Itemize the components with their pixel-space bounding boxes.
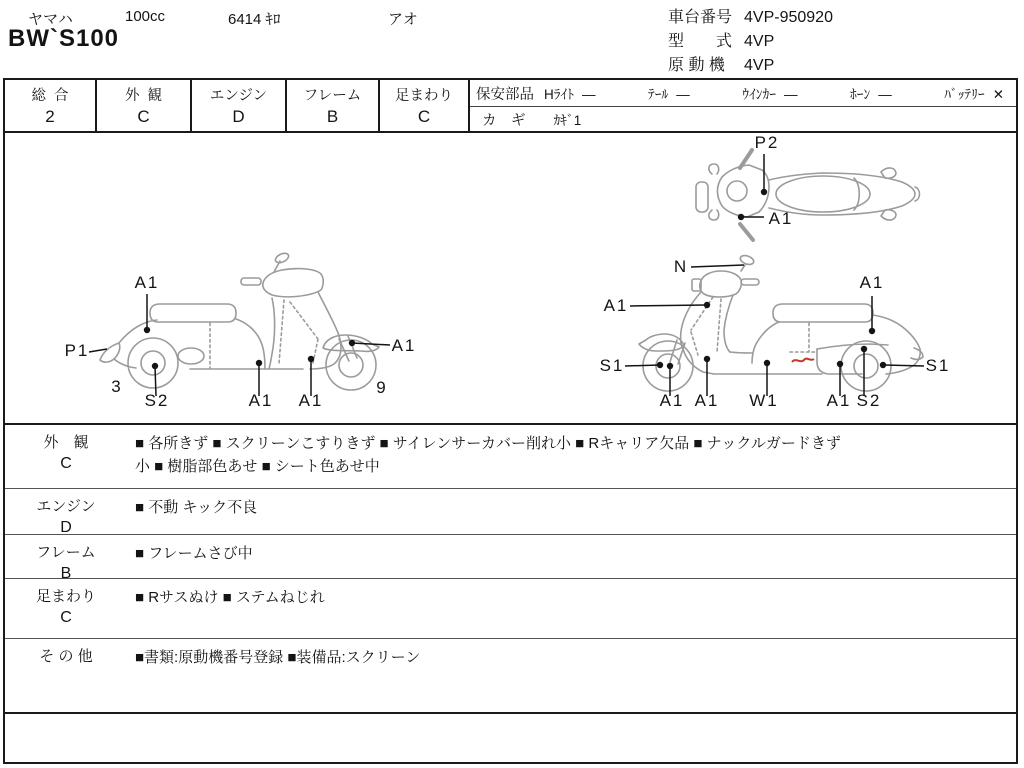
note-line: ■書類:原動機番号登録 ■装備品:スクリーン bbox=[135, 649, 421, 666]
section-exterior-label: 外 観 bbox=[43, 434, 89, 451]
callout-dot bbox=[657, 362, 663, 368]
section-undercarriage-notes bbox=[127, 579, 1016, 638]
front-tire-number: 9 bbox=[376, 378, 388, 397]
callout-dot bbox=[704, 302, 710, 308]
damage-label-a1: A1 bbox=[298, 391, 324, 410]
type-value: 4VP bbox=[744, 33, 775, 50]
rating-undercarriage-value: C bbox=[417, 107, 431, 126]
rear-panel-top bbox=[817, 344, 888, 349]
engine-row bbox=[668, 54, 833, 78]
chassis-row bbox=[668, 6, 833, 30]
callout-dot bbox=[308, 356, 314, 362]
rating-exterior-value: C bbox=[137, 107, 150, 126]
grab-rail-left bbox=[881, 168, 896, 178]
rear-tire-number: 3 bbox=[111, 377, 123, 396]
section-engine-header bbox=[5, 489, 127, 534]
callout-dot bbox=[880, 362, 886, 368]
grab-rail-right bbox=[881, 210, 896, 220]
section-exterior bbox=[5, 425, 1016, 489]
section-undercarriage-header bbox=[5, 579, 127, 638]
safety-item-winker bbox=[742, 83, 797, 103]
rating-undercarriage-label: 足まわり bbox=[395, 88, 453, 104]
mileage: 6414 ｷﾛ bbox=[228, 11, 281, 28]
section-other-header bbox=[5, 639, 127, 712]
callout-dot bbox=[704, 356, 710, 362]
key-row bbox=[470, 107, 1016, 131]
damage-label-a1: A1 bbox=[859, 273, 885, 292]
damage-label-s2: S2 bbox=[144, 391, 170, 410]
damage-label-a1: A1 bbox=[248, 391, 274, 410]
chassis-number: 4VP-950920 bbox=[744, 9, 833, 26]
front-wheel-top bbox=[696, 182, 708, 212]
muffler bbox=[178, 348, 204, 364]
type-row bbox=[668, 30, 833, 54]
rating-overall bbox=[5, 80, 97, 131]
damage-label-a1: A1 bbox=[768, 209, 794, 228]
tail-tip bbox=[911, 348, 923, 359]
section-exterior-header bbox=[5, 425, 127, 488]
section-undercarriage bbox=[5, 579, 1016, 639]
safety-item-horn-name: ﾎｰﾝ bbox=[849, 87, 871, 102]
section-exterior-notes bbox=[127, 425, 1016, 488]
scooter-right-side-view bbox=[580, 252, 980, 420]
section-undercarriage-label: 足まわり bbox=[35, 588, 96, 605]
handlebar-pod bbox=[263, 269, 323, 297]
section-frame bbox=[5, 535, 1016, 582]
section-frame-notes bbox=[127, 535, 1016, 578]
handlebar-pod bbox=[700, 271, 742, 297]
damage-diagram-box bbox=[5, 133, 1016, 425]
damage-label-s2: S2 bbox=[856, 391, 882, 410]
rating-frame-value: B bbox=[326, 107, 339, 126]
damage-label-p2: P2 bbox=[754, 134, 780, 152]
mirror-stalk bbox=[741, 265, 745, 271]
note-line: ■ 不動 キック不良 bbox=[135, 499, 258, 516]
cowl-rear-edge bbox=[724, 295, 733, 352]
safety-parts-title: 保安部品 bbox=[476, 86, 534, 103]
red-scribble-mark bbox=[792, 359, 814, 362]
safety-item-winker-status: ― bbox=[783, 87, 798, 102]
rating-engine-label: エンジン bbox=[209, 88, 268, 104]
section-frame-header bbox=[5, 535, 127, 582]
callout-dot bbox=[256, 360, 262, 366]
key-value: ｶｷﾞ1 bbox=[553, 113, 582, 128]
seat bbox=[773, 304, 873, 322]
safety-parts-row bbox=[470, 80, 1016, 107]
callout-dot bbox=[152, 363, 158, 369]
underseat-panel bbox=[752, 322, 779, 363]
displacement: 100cc bbox=[125, 8, 166, 25]
callout-dot bbox=[837, 361, 843, 367]
callout-dot bbox=[761, 189, 767, 195]
rating-overall-value: 2 bbox=[45, 107, 55, 126]
callout-line bbox=[630, 305, 707, 306]
section-exterior-grade: C bbox=[60, 455, 72, 472]
damage-label-a1: A1 bbox=[603, 296, 629, 315]
note-line: ■ Rサスぬけ ■ ステムねじれ bbox=[135, 589, 325, 606]
damage-label-a1: A1 bbox=[694, 391, 720, 410]
note-line: ■ フレームさび中 bbox=[135, 545, 253, 562]
section-engine-notes bbox=[127, 489, 1016, 534]
callout-line bbox=[625, 365, 660, 366]
damage-label-n: N bbox=[673, 257, 689, 276]
safety-item-horn-status: ― bbox=[878, 87, 892, 102]
rating-exterior bbox=[97, 80, 192, 131]
legshield-seams-dotted bbox=[279, 300, 318, 364]
handle-grip bbox=[241, 278, 261, 285]
callout-dot bbox=[667, 363, 673, 369]
legshield-rear-edge bbox=[269, 298, 275, 369]
type-label: 型 式 bbox=[668, 33, 733, 50]
safety-parts-box bbox=[470, 80, 1016, 131]
damage-label-p1: P1 bbox=[64, 341, 90, 360]
section-other bbox=[5, 639, 1016, 714]
damage-label-a1: A1 bbox=[659, 391, 685, 410]
handlebar-right bbox=[740, 224, 753, 240]
rating-frame bbox=[287, 80, 380, 131]
ratings-row bbox=[5, 80, 1016, 133]
tail-beak bbox=[100, 343, 120, 362]
safety-item-tail-status: ― bbox=[676, 87, 690, 102]
callout-dot bbox=[738, 214, 744, 220]
safety-item-tail bbox=[648, 83, 690, 103]
rear-lower-edge bbox=[114, 359, 136, 368]
damage-label-a1: A1 bbox=[391, 336, 417, 355]
body-color: アオ bbox=[388, 11, 418, 28]
damage-label-s1: S1 bbox=[599, 356, 625, 375]
scooter-left-side-view bbox=[60, 252, 420, 420]
mirror bbox=[739, 254, 755, 266]
scooter-top-view-art bbox=[696, 150, 920, 240]
safety-item-battery-name: ﾊﾞｯﾃﾘｰ bbox=[944, 87, 985, 102]
mirror bbox=[274, 252, 290, 265]
right-view-callouts bbox=[600, 257, 951, 410]
note-line: ■ 各所きず ■ スクリーンこすりきず ■ サイレンサーカバー削れ小 ■ Rキャリア欠品 ■ ナックルガードきず bbox=[135, 435, 841, 452]
section-engine-label: エンジン bbox=[36, 498, 96, 515]
section-other-label: そ の 他 bbox=[39, 648, 93, 665]
note-line: 小 ■ 樹脂部色あせ ■ シート色あせ中 bbox=[135, 458, 380, 475]
safety-item-tail-name: ﾃｰﾙ bbox=[647, 87, 669, 102]
callout-line bbox=[352, 343, 390, 345]
top-view-callouts bbox=[738, 134, 794, 228]
auction-sheet bbox=[3, 78, 1018, 764]
callout-dot bbox=[869, 328, 875, 334]
engine-label: 原 動 機 bbox=[668, 57, 725, 74]
safety-item-headlight-status: ― bbox=[582, 87, 596, 102]
scooter-top-view bbox=[660, 134, 960, 252]
rating-frame-label: フレーム bbox=[303, 88, 362, 104]
rating-engine bbox=[192, 80, 287, 131]
rating-exterior-label: 外 観 bbox=[124, 88, 163, 104]
model-name: BW`S100 bbox=[8, 25, 120, 52]
section-engine bbox=[5, 489, 1016, 535]
vehicle-id-block bbox=[668, 6, 833, 78]
panel-seams-dotted bbox=[790, 323, 817, 352]
callout-line bbox=[883, 365, 924, 366]
callout-dot bbox=[861, 346, 867, 352]
maker-name: ヤマハ bbox=[28, 11, 73, 28]
rating-undercarriage bbox=[380, 80, 470, 131]
callout-line bbox=[155, 366, 156, 396]
section-undercarriage-grade: C bbox=[60, 609, 72, 626]
safety-item-headlight-name: Hﾗｲﾄ bbox=[544, 87, 574, 102]
section-frame-label: フレーム bbox=[36, 544, 96, 561]
section-engine-grade: D bbox=[60, 519, 72, 536]
rear-wheel bbox=[128, 338, 178, 388]
damage-label-a1: A1 bbox=[134, 273, 160, 292]
mirror-right bbox=[709, 210, 719, 220]
section-other-notes bbox=[127, 639, 1016, 712]
damage-label-a1: A1 bbox=[826, 391, 852, 410]
key-label: カ ギ bbox=[482, 112, 526, 129]
rating-engine-value: D bbox=[232, 107, 245, 126]
rear-wheel-hub bbox=[141, 351, 165, 375]
mirror-left bbox=[709, 164, 719, 174]
engine-value: 4VP bbox=[744, 57, 775, 74]
seat bbox=[150, 304, 236, 322]
callout-line bbox=[691, 265, 744, 267]
floorboard-top bbox=[730, 352, 752, 353]
callout-dot bbox=[349, 340, 355, 346]
safety-item-horn bbox=[850, 83, 892, 103]
safety-item-battery-status: ✕ bbox=[992, 87, 1004, 102]
damage-label-w1: W1 bbox=[749, 391, 779, 410]
section-frame-grade: B bbox=[60, 565, 72, 582]
safety-item-headlight bbox=[544, 83, 596, 103]
chassis-label: 車台番号 bbox=[668, 9, 733, 26]
damage-label-s1: S1 bbox=[925, 356, 951, 375]
handle-grip bbox=[741, 279, 759, 285]
safety-parts-items bbox=[544, 83, 1004, 103]
callout-dot bbox=[764, 360, 770, 366]
rating-overall-label: 総 合 bbox=[31, 88, 69, 104]
safety-item-winker-name: ｳｲﾝｶｰ bbox=[742, 87, 776, 102]
safety-item-battery bbox=[944, 83, 1004, 103]
rear-cowl bbox=[119, 320, 157, 343]
headlight bbox=[727, 181, 747, 201]
front-wheel-hub bbox=[339, 353, 363, 377]
left-view-callouts bbox=[65, 273, 417, 410]
callout-dot bbox=[144, 327, 150, 333]
